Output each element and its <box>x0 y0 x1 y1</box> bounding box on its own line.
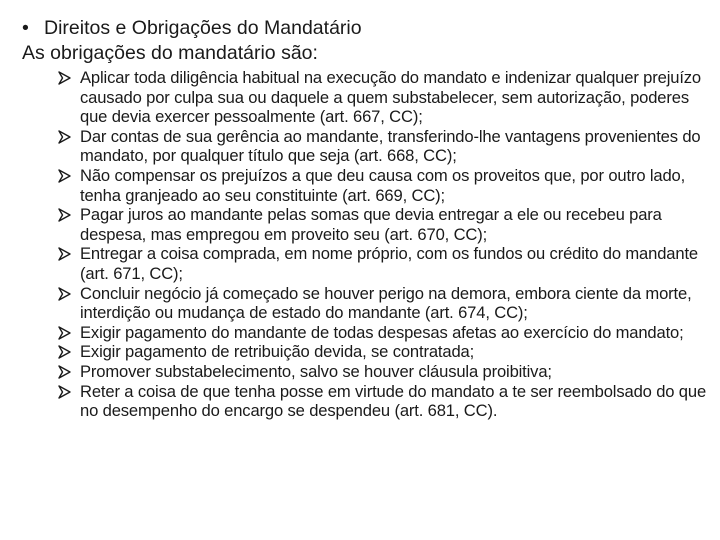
arrowhead-bullet-icon <box>58 362 76 382</box>
list-item-text: Reter a coisa de que tenha posse em virtude do mandato a te ser reembolsado do que no desempenho do encargo se despendeu (art. 681, CC). <box>80 381 707 421</box>
list-item-text: Aplicar toda diligência habitual na execução do mandato e indenizar qualquer prejuízo causado por culpa sua ou daquele a quem substabelecer, sem autorização, poderes que devia exercer pessoalmente (art. 667, CC); <box>80 68 702 127</box>
arrowhead-bullet-icon <box>58 244 76 264</box>
list-item <box>58 362 708 382</box>
list-item-text: Dar contas de sua gerência ao mandante, transferindo-lhe vantagens provenientes do mandato, por qualquer título que seja (art. 668, CC); <box>80 126 701 166</box>
list-item-text: Exigir pagamento do mandante de todas despesas afetas ao exercício do mandato; <box>80 322 684 342</box>
list-item <box>58 284 708 323</box>
list-item-text: Entregar a coisa comprada, em nome próprio, com os fundos ou crédito do mandante (art. 671, CC); <box>80 244 698 283</box>
obligations-list <box>58 68 708 421</box>
arrowhead-bullet-icon <box>58 284 76 304</box>
arrowhead-bullet-icon <box>58 166 76 186</box>
intro-text: As obrigações do mandatário são: <box>22 42 318 64</box>
list-item-text: Pagar juros ao mandante pelas somas que devia entregar a ele ou recebeu para despesa, mas empregou em proveito seu (art. 670, CC); <box>80 205 662 244</box>
slide-heading <box>22 16 362 40</box>
list-item-text: Concluir negócio já começado se houver perigo na demora, embora ciente da morte, interdição ou mudança de estado do mandante (art. 674, CC); <box>80 283 692 323</box>
list-item <box>58 342 708 362</box>
list-item-text: Exigir pagamento de retribuição devida, se contratada; <box>80 342 475 362</box>
heading-bullet: • <box>22 17 29 39</box>
arrowhead-bullet-icon <box>58 342 76 362</box>
list-item <box>58 205 708 244</box>
arrowhead-bullet-icon <box>58 205 76 225</box>
list-item <box>58 68 708 127</box>
list-item <box>58 382 708 421</box>
arrowhead-bullet-icon <box>58 127 76 147</box>
list-item <box>58 244 708 283</box>
arrowhead-bullet-icon <box>58 382 76 402</box>
list-item <box>58 323 708 343</box>
arrowhead-bullet-icon <box>58 323 76 343</box>
list-item <box>58 127 708 166</box>
list-item <box>58 166 708 205</box>
arrowhead-bullet-icon <box>58 68 76 88</box>
list-item-text: Não compensar os prejuízos a que deu causa com os proveitos que, por outro lado, tenha granjeado ao seu constituinte (art. 669, CC); <box>80 165 686 205</box>
heading-title: Direitos e Obrigações do Mandatário <box>44 17 362 39</box>
list-item-text: Promover substabelecimento, salvo se houver cláusula proibitiva; <box>80 361 552 381</box>
